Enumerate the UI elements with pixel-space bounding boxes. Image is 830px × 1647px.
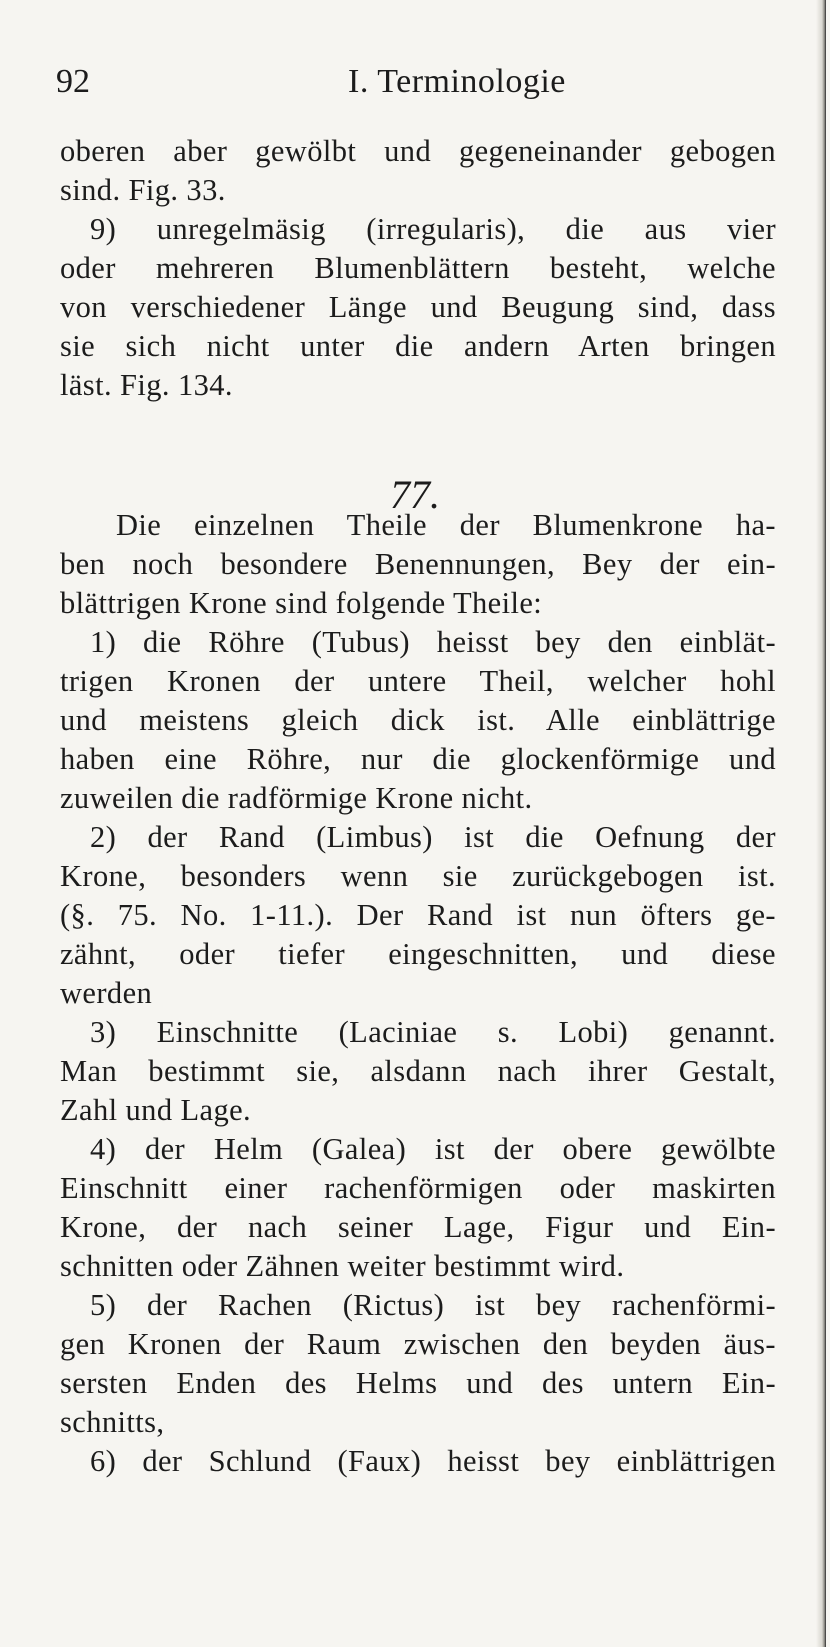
- text-line: 9) unregelmäsig (irregularis), die aus vier: [90, 212, 776, 246]
- text-line: 3) Einschnitte (Laciniae s. Lobi) genannt.: [90, 1015, 776, 1049]
- text-line: sie sich nicht unter die andern Arten bringen: [60, 329, 776, 363]
- text-line: 5) der Rachen (Rictus) ist bey rachenförmi-: [90, 1288, 776, 1322]
- text-line: von verschiedener Länge und Beugung sind, dass: [60, 290, 776, 324]
- text-line: zuweilen die radförmige Krone nicht.: [60, 781, 533, 815]
- running-title: I. Terminologie: [348, 63, 566, 100]
- text-line: ben noch besondere Benennungen, Bey der ein-: [60, 547, 776, 581]
- text-line: sersten Enden des Helms und des untern Ein-: [60, 1366, 776, 1400]
- text-line: zähnt, oder tiefer eingeschnitten, und diese: [60, 937, 776, 971]
- text-line: blättrigen Krone sind folgende Theile:: [60, 586, 543, 620]
- text-line: trigen Kronen der untere Theil, welcher hohl: [60, 664, 776, 698]
- text-line: Man bestimmt sie, alsdann nach ihrer Gestalt,: [60, 1054, 776, 1088]
- section-number: 77.: [390, 472, 440, 517]
- page-edge-shadow: [816, 0, 826, 1647]
- text-line: und meistens gleich dick ist. Alle einblättrige: [60, 703, 776, 737]
- text-line: Krone, besonders wenn sie zurückgebogen ist.: [60, 859, 776, 893]
- text-line: 2) der Rand (Limbus) ist die Oefnung der: [90, 820, 776, 854]
- text-line: sind. Fig. 33.: [60, 173, 226, 207]
- running-header: [56, 52, 786, 112]
- paragraph-continuation: [60, 132, 776, 405]
- text-line: werden: [60, 976, 153, 1010]
- text-line: oder mehreren Blumenblättern besteht, welche: [60, 251, 776, 285]
- text-line: 6) der Schlund (Faux) heisst bey einblättrigen: [90, 1444, 776, 1478]
- text-line: schnitten oder Zähnen weiter bestimmt wird.: [60, 1249, 625, 1283]
- text-line: Die einzelnen Theile der Blumenkrone ha-: [116, 508, 776, 542]
- section-body: [60, 506, 776, 1481]
- page-number: 92: [56, 63, 90, 100]
- text-line: (§. 75. No. 1-11.). Der Rand ist nun öfters ge-: [60, 898, 776, 932]
- text-line: Zahl und Lage.: [60, 1093, 252, 1127]
- text-line: haben eine Röhre, nur die glockenförmige und: [60, 742, 776, 776]
- text-line: 4) der Helm (Galea) ist der obere gewölbte: [90, 1132, 776, 1166]
- text-line: gen Kronen der Raum zwischen den beyden äus-: [60, 1327, 776, 1361]
- text-line: schnitts,: [60, 1405, 165, 1439]
- text-line: 1) die Röhre (Tubus) heisst bey den einblät-: [90, 625, 776, 659]
- text-line: Krone, der nach seiner Lage, Figur und Ein-: [60, 1210, 776, 1244]
- text-line: oberen aber gewölbt und gegeneinander gebogen: [60, 134, 776, 168]
- text-line: Einschnitt einer rachenförmigen oder maskirten: [60, 1171, 776, 1205]
- text-line: läst. Fig. 134.: [60, 368, 233, 402]
